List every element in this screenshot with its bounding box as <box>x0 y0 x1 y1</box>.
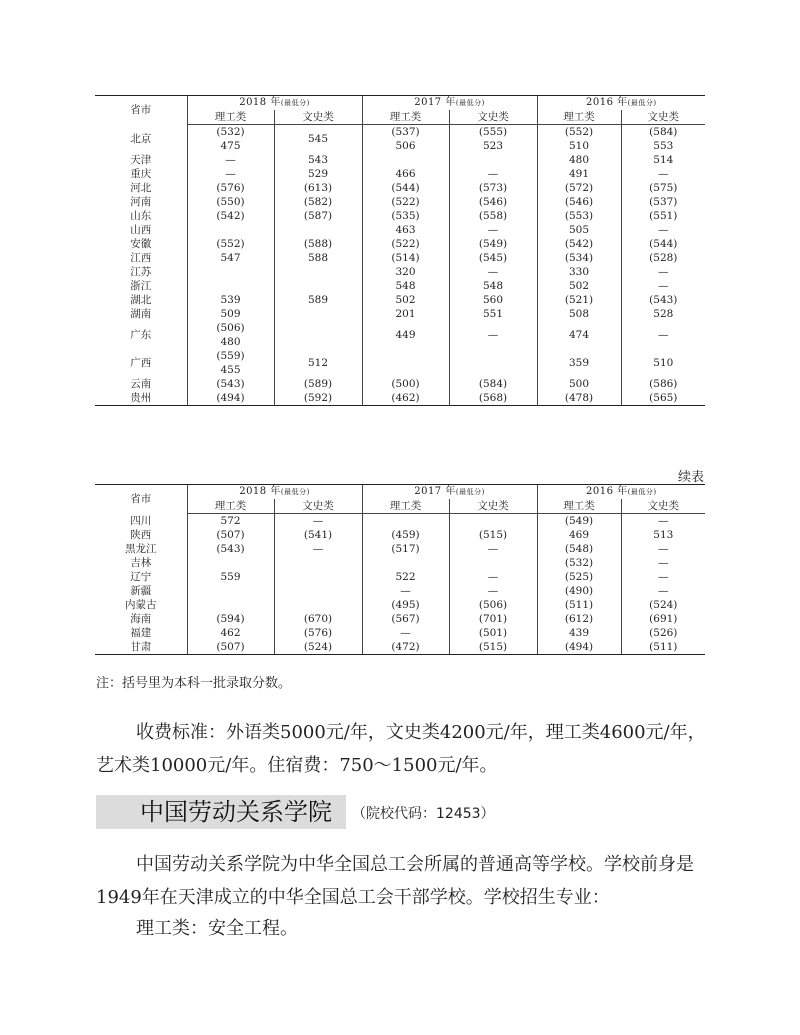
province-header: 省市 <box>95 485 187 514</box>
score-2017-science <box>362 153 449 167</box>
table-row <box>95 167 705 181</box>
science-header: 理工类 <box>362 110 449 125</box>
province-cell: 湖北 <box>130 294 152 306</box>
score-2016-science: 330 <box>537 265 621 279</box>
score-2017-science: 548 <box>362 279 449 293</box>
score-2016-science: (521) <box>537 293 621 307</box>
score-2018-liberal: (588) <box>274 237 362 251</box>
score-2016-science: (549) <box>537 514 621 529</box>
score-2016-science: (525) <box>537 570 621 584</box>
score-2016-liberal: (543) <box>621 293 705 307</box>
score-2018-science <box>187 265 274 279</box>
province-cell: 河南 <box>130 196 152 208</box>
score-2016-liberal: (537) <box>621 195 705 209</box>
score-2018-science: (532) 475 <box>187 125 274 154</box>
province-cell: 河北 <box>130 182 152 194</box>
province-cell: 云南 <box>130 378 152 390</box>
score-2016-science: 491 <box>537 167 621 181</box>
score-2017-science: (522) <box>362 195 449 209</box>
score-2018-liberal: (613) <box>274 181 362 195</box>
score-2016-liberal: (584) 553 <box>621 125 705 154</box>
province-cell: 四川 <box>130 514 152 527</box>
province-cell: 浙江 <box>130 280 152 292</box>
score-2017-science: 463 <box>362 223 449 237</box>
score-2018-science: (550) <box>187 195 274 209</box>
score-2018-liberal: (582) <box>274 195 362 209</box>
score-2018-science: 509 <box>187 307 274 321</box>
table-row <box>95 556 705 570</box>
province-cell: 陕西 <box>130 529 152 541</box>
score-2016-science: 474 <box>537 321 621 349</box>
province-cell: 广东 <box>130 329 152 341</box>
score-2017-liberal: (506) <box>449 598 537 612</box>
score-2017-liberal: (555) 523 <box>449 125 537 154</box>
score-2016-liberal: 528 <box>621 307 705 321</box>
table-row <box>95 528 705 542</box>
intro-paragraph: 中国劳动关系学院为中华全国总工会所属的普通高等学校。学校前身是1949年在天津成立的中华全国总工会干部学校。学校招生专业： <box>96 854 694 908</box>
score-2018-science: (594) <box>187 612 274 626</box>
score-2018-science <box>187 584 274 598</box>
continued-label: 续表 <box>677 470 704 485</box>
table-row <box>95 307 705 321</box>
score-2018-science: (543) <box>187 377 274 391</box>
score-2017-liberal: — <box>449 167 537 181</box>
score-2018-science: (576) <box>187 181 274 195</box>
province-cell: 湖南 <box>130 308 152 320</box>
school-code: （院校代码：12453） <box>352 806 495 822</box>
province-cell: 黑龙江 <box>125 543 157 555</box>
table-row <box>95 223 705 237</box>
score-2016-science: (532) <box>537 556 621 570</box>
score-2016-science: (548) <box>537 542 621 556</box>
score-2018-science: (506) 480 <box>187 321 274 349</box>
province-cell: 安徽 <box>130 238 152 250</box>
science-header: 理工类 <box>362 499 449 514</box>
score-2016-science: 469 <box>537 528 621 542</box>
score-2016-liberal: (511) <box>621 640 705 655</box>
score-2018-science <box>187 223 274 237</box>
table-row <box>95 321 705 349</box>
province-cell: 福建 <box>130 627 152 639</box>
score-2016-science: (534) <box>537 251 621 265</box>
table-row <box>95 377 705 391</box>
score-2016-science: 505 <box>537 223 621 237</box>
score-2018-science: 539 <box>187 293 274 307</box>
table-row <box>95 153 705 167</box>
score-2017-science <box>362 556 449 570</box>
score-2017-science <box>362 514 449 529</box>
score-2016-liberal: (691) <box>621 612 705 626</box>
score-2016-liberal: — <box>621 570 705 584</box>
score-2017-liberal: (573) <box>449 181 537 195</box>
year-2016-header: 2016 年(最低分) <box>537 96 705 111</box>
table-row <box>95 391 705 406</box>
score-2018-liberal <box>274 556 362 570</box>
liberal-header: 文史类 <box>621 499 705 514</box>
score-2017-liberal: — <box>449 570 537 584</box>
score-2018-liberal: (670) <box>274 612 362 626</box>
score-2018-science <box>187 279 274 293</box>
table-row <box>95 514 705 529</box>
score-2017-liberal <box>449 556 537 570</box>
score-2017-science: (537) 506 <box>362 125 449 154</box>
score-2018-liberal: — <box>274 542 362 556</box>
score-2016-science: (612) <box>537 612 621 626</box>
score-2016-liberal: (575) <box>621 181 705 195</box>
science-header: 理工类 <box>187 499 274 514</box>
liberal-header: 文史类 <box>621 110 705 125</box>
fee-paragraph: 收费标准：外语类5000元/年，文史类4200元/年，理工类4600元/年，艺术类10000元/年。住宿费：750～1500元/年。 <box>96 722 706 776</box>
score-2017-liberal: (515) <box>449 640 537 655</box>
year-2018-header: 2018 年(最低分) <box>187 96 362 111</box>
table-row <box>95 293 705 307</box>
score-2016-liberal: (544) <box>621 237 705 251</box>
score-2017-liberal: — <box>449 542 537 556</box>
score-2016-science: 500 <box>537 377 621 391</box>
table-row <box>95 349 705 377</box>
score-2017-science: (462) <box>362 391 449 406</box>
score-2017-liberal: 548 <box>449 279 537 293</box>
score-2018-liberal: 589 <box>274 293 362 307</box>
score-2016-liberal: (526) <box>621 626 705 640</box>
province-cell: 江西 <box>130 252 152 264</box>
score-2017-liberal: (515) <box>449 528 537 542</box>
score-2017-science: (535) <box>362 209 449 223</box>
score-2018-liberal <box>274 279 362 293</box>
score-2017-science: — <box>362 626 449 640</box>
score-2017-science: (567) <box>362 612 449 626</box>
province-cell: 吉林 <box>130 557 152 569</box>
table-row <box>95 209 705 223</box>
score-2016-science: (552) 510 <box>537 125 621 154</box>
table-row <box>95 125 705 154</box>
score-2016-science: 439 <box>537 626 621 640</box>
score-2017-science: 201 <box>362 307 449 321</box>
score-2017-science: — <box>362 584 449 598</box>
score-2016-liberal: — <box>621 514 705 529</box>
score-2017-liberal: (501) <box>449 626 537 640</box>
score-2017-liberal: 560 <box>449 293 537 307</box>
province-cell: 重庆 <box>130 168 152 180</box>
table-row <box>95 265 705 279</box>
score-2016-liberal: 513 <box>621 528 705 542</box>
score-2016-liberal: (524) <box>621 598 705 612</box>
year-2016-header: 2016 年(最低分) <box>537 485 705 500</box>
table-row <box>95 251 705 265</box>
science-header: 理工类 <box>537 499 621 514</box>
score-2017-science: 466 <box>362 167 449 181</box>
score-2018-liberal <box>274 321 362 349</box>
section-title: 中国劳动关系学院 <box>140 798 332 826</box>
table-row <box>95 626 705 640</box>
score-2018-science: 572 <box>187 514 274 529</box>
score-2018-science: 547 <box>187 251 274 265</box>
score-2018-science <box>187 556 274 570</box>
score-2018-liberal: (576) <box>274 626 362 640</box>
score-2018-science: (494) <box>187 391 274 406</box>
score-2018-liberal: (587) <box>274 209 362 223</box>
score-table-1 <box>95 95 705 406</box>
score-2017-liberal: (545) <box>449 251 537 265</box>
score-2018-liberal: (589) <box>274 377 362 391</box>
province-cell: 山东 <box>130 210 152 222</box>
score-2017-science <box>362 349 449 377</box>
majors-paragraph: 理工类：安全工程。 <box>136 918 298 939</box>
province-cell: 甘肃 <box>95 640 187 655</box>
score-2018-science: — <box>187 153 274 167</box>
table-row <box>95 598 705 612</box>
score-2016-liberal: (586) <box>621 377 705 391</box>
score-2016-liberal: — <box>621 556 705 570</box>
score-2016-liberal: — <box>621 279 705 293</box>
score-2018-science <box>187 598 274 612</box>
score-2017-science: (514) <box>362 251 449 265</box>
score-2017-science: 502 <box>362 293 449 307</box>
score-2017-liberal: (568) <box>449 391 537 406</box>
score-2017-science: 320 <box>362 265 449 279</box>
score-2016-science: 502 <box>537 279 621 293</box>
score-2016-liberal: — <box>621 265 705 279</box>
score-2018-science: (552) <box>187 237 274 251</box>
score-2016-science: (572) <box>537 181 621 195</box>
year-2017-header: 2017 年(最低分) <box>362 485 537 500</box>
score-2017-science: 449 <box>362 321 449 349</box>
score-2016-science: (511) <box>537 598 621 612</box>
province-cell: 山西 <box>130 224 152 236</box>
score-2017-science: (459) <box>362 528 449 542</box>
score-2018-science: (507) <box>187 528 274 542</box>
score-2016-liberal: — <box>621 542 705 556</box>
province-cell: 江苏 <box>130 266 152 278</box>
score-2017-liberal: (701) <box>449 612 537 626</box>
score-2018-science: (543) <box>187 542 274 556</box>
province-cell: 贵州 <box>95 391 187 406</box>
table-row <box>95 279 705 293</box>
score-2018-liberal <box>274 265 362 279</box>
year-2018-header: 2018 年(最低分) <box>187 485 362 500</box>
score-2018-liberal: 588 <box>274 251 362 265</box>
score-2016-science: 480 <box>537 153 621 167</box>
score-2018-liberal <box>274 223 362 237</box>
score-2016-liberal: 514 <box>621 153 705 167</box>
score-2018-liberal <box>274 570 362 584</box>
score-2016-science: (553) <box>537 209 621 223</box>
score-2018-liberal <box>274 307 362 321</box>
score-2017-science: (472) <box>362 640 449 655</box>
score-2018-science: (559) 455 <box>187 349 274 377</box>
province-header: 省市 <box>95 96 187 125</box>
score-2017-liberal: — <box>449 321 537 349</box>
score-2016-liberal: — <box>621 223 705 237</box>
score-2018-liberal: (541) <box>274 528 362 542</box>
score-2016-liberal: — <box>621 167 705 181</box>
table-row <box>95 181 705 195</box>
score-2018-liberal: (524) <box>274 640 362 655</box>
score-2017-science: (500) <box>362 377 449 391</box>
liberal-header: 文史类 <box>274 499 362 514</box>
score-2017-liberal: 551 <box>449 307 537 321</box>
science-header: 理工类 <box>537 110 621 125</box>
score-2017-liberal: (549) <box>449 237 537 251</box>
score-2017-liberal: (584) <box>449 377 537 391</box>
score-2016-liberal: — <box>621 321 705 349</box>
score-2017-liberal <box>449 514 537 529</box>
score-2018-science: 462 <box>187 626 274 640</box>
score-2016-science: (478) <box>537 391 621 406</box>
score-2017-liberal: (558) <box>449 209 537 223</box>
score-2018-liberal: 529 <box>274 167 362 181</box>
score-2017-science: 522 <box>362 570 449 584</box>
table-row <box>95 640 705 655</box>
score-2018-liberal: — <box>274 514 362 529</box>
table-note: 注：括号里为本科一批录取分数。 <box>96 676 292 691</box>
score-2018-liberal: (592) <box>274 391 362 406</box>
score-2016-liberal: (551) <box>621 209 705 223</box>
score-2016-liberal: 510 <box>621 349 705 377</box>
score-2017-science: (522) <box>362 237 449 251</box>
score-2018-science: (542) <box>187 209 274 223</box>
province-cell: 辽宁 <box>130 571 152 583</box>
table-row <box>95 195 705 209</box>
score-2016-science: (546) <box>537 195 621 209</box>
liberal-header: 文史类 <box>449 499 537 514</box>
score-2017-liberal <box>449 349 537 377</box>
table-row <box>95 584 705 598</box>
table-row <box>95 542 705 556</box>
score-2017-liberal: (546) <box>449 195 537 209</box>
score-2018-liberal: 545 <box>274 125 362 154</box>
province-cell: 广西 <box>130 357 152 369</box>
liberal-header: 文史类 <box>449 110 537 125</box>
score-2016-liberal: (528) <box>621 251 705 265</box>
table-row <box>95 612 705 626</box>
score-2016-science: 508 <box>537 307 621 321</box>
province-cell: 天津 <box>130 154 152 166</box>
score-table-2 <box>95 484 705 655</box>
province-cell: 内蒙古 <box>125 599 157 611</box>
table-row <box>95 570 705 584</box>
score-2018-liberal <box>274 598 362 612</box>
science-header: 理工类 <box>187 110 274 125</box>
score-2017-liberal: — <box>449 265 537 279</box>
score-2016-science: (494) <box>537 640 621 655</box>
score-2017-science: (495) <box>362 598 449 612</box>
score-2016-science: (490) <box>537 584 621 598</box>
province-cell: 海南 <box>130 613 152 625</box>
table-row <box>95 237 705 251</box>
province-cell: 北京 <box>130 132 152 145</box>
score-2017-liberal: — <box>449 223 537 237</box>
liberal-header: 文史类 <box>274 110 362 125</box>
score-2017-science: (544) <box>362 181 449 195</box>
score-2017-liberal: — <box>449 584 537 598</box>
score-2018-science: — <box>187 167 274 181</box>
score-2016-science: (542) <box>537 237 621 251</box>
province-cell: 新疆 <box>130 585 152 597</box>
score-2016-liberal: — <box>621 584 705 598</box>
score-2017-science: (517) <box>362 542 449 556</box>
score-2016-liberal: (565) <box>621 391 705 406</box>
score-2016-science: 359 <box>537 349 621 377</box>
score-2018-liberal: 512 <box>274 349 362 377</box>
score-2018-science: (507) <box>187 640 274 655</box>
year-2017-header: 2017 年(最低分) <box>362 96 537 111</box>
score-2018-science: 559 <box>187 570 274 584</box>
score-2018-liberal <box>274 584 362 598</box>
score-2018-liberal: 543 <box>274 153 362 167</box>
score-2017-liberal <box>449 153 537 167</box>
